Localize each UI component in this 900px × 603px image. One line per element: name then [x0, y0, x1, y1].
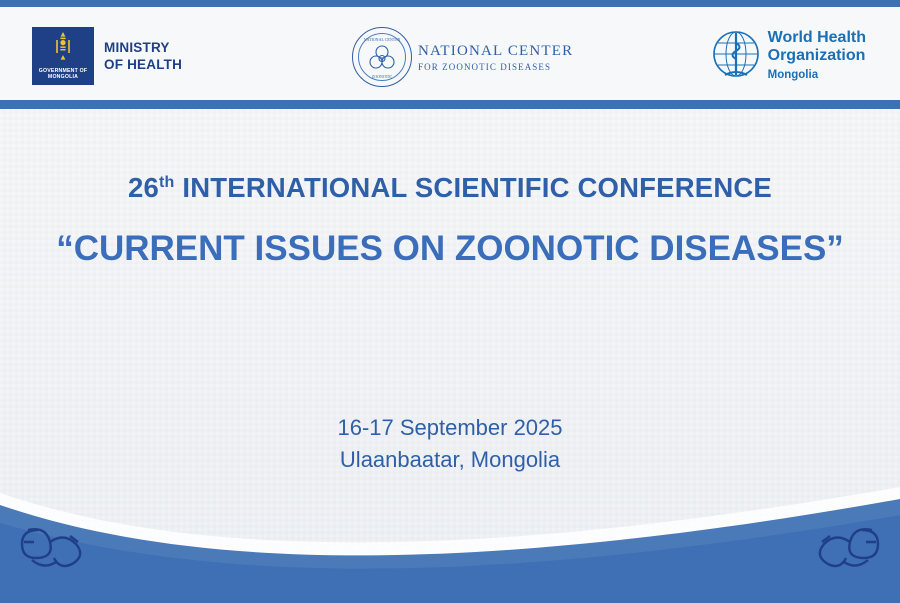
- national-center-zoonotic-diseases-logo: [352, 27, 573, 87]
- conference-number-suffix: th: [159, 173, 175, 191]
- moh-line-2: OF HEALTH: [104, 57, 183, 72]
- mongolia-government-emblem-icon: [32, 27, 94, 85]
- ncz-line-1: NATIONAL CENTER: [418, 42, 574, 59]
- who-emblem-icon: [711, 29, 761, 79]
- biohazard-icon: [353, 28, 411, 86]
- who-country-label: Mongolia: [767, 69, 819, 81]
- ministry-of-health-logo: [32, 27, 182, 85]
- event-location: Ulaanbaatar, Mongolia: [339, 447, 561, 472]
- who-line-2: Organization: [767, 47, 866, 64]
- logo-header: [0, 7, 900, 100]
- moh-line-1: MINISTRY: [104, 40, 170, 55]
- slide-body: [0, 109, 900, 603]
- event-date: 16-17 September 2025: [337, 415, 563, 440]
- bottom-wave-decoration: [0, 453, 900, 603]
- left-knot-ornament-icon: [18, 520, 92, 576]
- who-logo: [711, 29, 866, 81]
- header-divider-bar: [0, 100, 900, 109]
- ncz-label: [418, 43, 573, 72]
- emblem-caption: GOVERNMENT OF MONGOLIA: [38, 68, 88, 81]
- top-accent-bar: [0, 0, 900, 7]
- right-knot-ornament-icon: [808, 520, 882, 576]
- soyombo-icon: [52, 31, 74, 65]
- ncz-seal-icon: [352, 27, 412, 87]
- who-globe-rod-icon: [711, 29, 761, 79]
- ministry-of-health-label: [104, 39, 182, 73]
- conference-heading: [0, 172, 900, 204]
- svg-text:ZOONOTIC: ZOONOTIC: [371, 74, 393, 79]
- conference-number: 26: [128, 172, 160, 203]
- title-block: [0, 172, 900, 273]
- conference-theme: “CURRENT ISSUES ON ZOONOTIC DISEASES”: [56, 229, 844, 268]
- conference-title-text: INTERNATIONAL SCIENTIFIC CONFERENCE: [182, 172, 772, 203]
- svg-text:NATIONAL CENTER: NATIONAL CENTER: [363, 37, 401, 42]
- ncz-line-2: FOR ZOONOTIC DISEASES: [418, 61, 552, 72]
- who-label: [768, 29, 866, 81]
- who-line-1: World Health: [767, 29, 866, 46]
